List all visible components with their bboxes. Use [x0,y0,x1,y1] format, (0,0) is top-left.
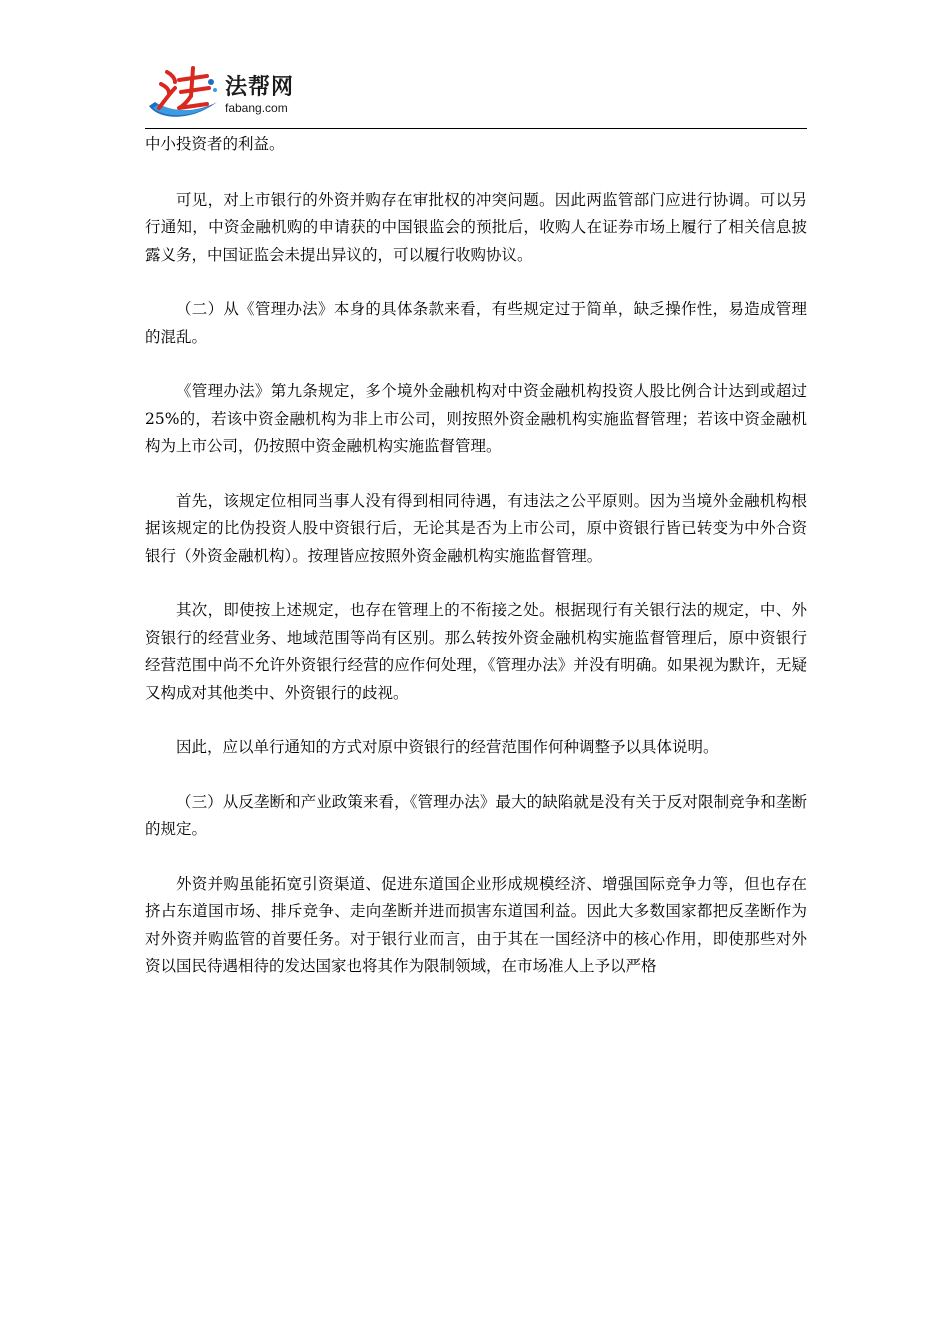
paragraph: 中小投资者的利益。 [145,135,285,153]
logo-title: 法帮网 [225,75,295,100]
fabang-logo-icon [145,62,223,128]
logo-text [225,76,294,115]
logo-domain: fabang.com [225,101,288,115]
paragraph: 外资并购虽能拓宽引资渠道、促进东道国企业形成规模经济、增强国际竞争力等，但也存在挤占东道国市场、排斥竞争、走向垄断并进而损害东道国利益。因此大多数国家都把反垄断作为对外资并购监管的首要任务。对于银行业而言，由于其在一国经济中的核心作用，即使那些对外资以国民待遇相待的发达国家也将其作为限制领域，在市场准人上予以严格 [145,874,807,975]
paragraph: 因此，应以单行通知的方式对原中资银行的经营范围作何种调整予以具体说明。 [176,738,719,756]
header-divider [145,128,807,129]
page-header [145,62,805,128]
paragraph: 《管理办法》第九条规定，多个境外金融机构对中资金融机构投资人股比例合计达到或超过 25%的，若该中资金融机构为非上市公司，则按照外资金融机构实施监督管理；若该中资金融机构为上市公司，仍按照中资金融机构实施监督管理。 [145,382,807,455]
paragraph: 可见，对上市银行的外资并购存在审批权的冲突问题。因此两监管部门应进行协调。可以另行通知，中资金融机购的申请获的中国银监会的预批后，收购人在证券市场上履行了相关信息披露义务，中国证监会未提出异议的，可以履行收购协议。 [145,190,807,264]
paragraph: （三）从反垄断和产业政策来看，《管理办法》最大的缺陷就是没有关于反对限制竞争和垄断的规定。 [145,792,807,838]
paragraph: （二）从《管理办法》本身的具体条款来看，有些规定过于简单，缺乏操作性，易造成管理的混乱。 [145,300,807,346]
document-body [145,131,807,981]
paragraph: 首先，该规定位相同当事人没有得到相同待遇，有违法之公平原则。因为当境外金融机构根据该规定的比伪投资人股中资银行后，无论其是否为上市公司，原中资银行皆已转变为中外合资银行（外资金融机构）。按理皆应按照外资金融机构实施监督管理。 [145,491,807,565]
paragraph: 其次，即使按上述规定，也存在管理上的不衔接之处。根据现行有关银行法的规定，中、外资银行的经营业务、地域范围等尚有区别。那么转按外资金融机构实施监督管理后，原中资银行经营范围中尚不允许外资银行经营的应作何处理，《管理办法》并没有明确。如果视为默许，无疑又构成对其他类中、外资银行的歧视。 [145,601,807,702]
